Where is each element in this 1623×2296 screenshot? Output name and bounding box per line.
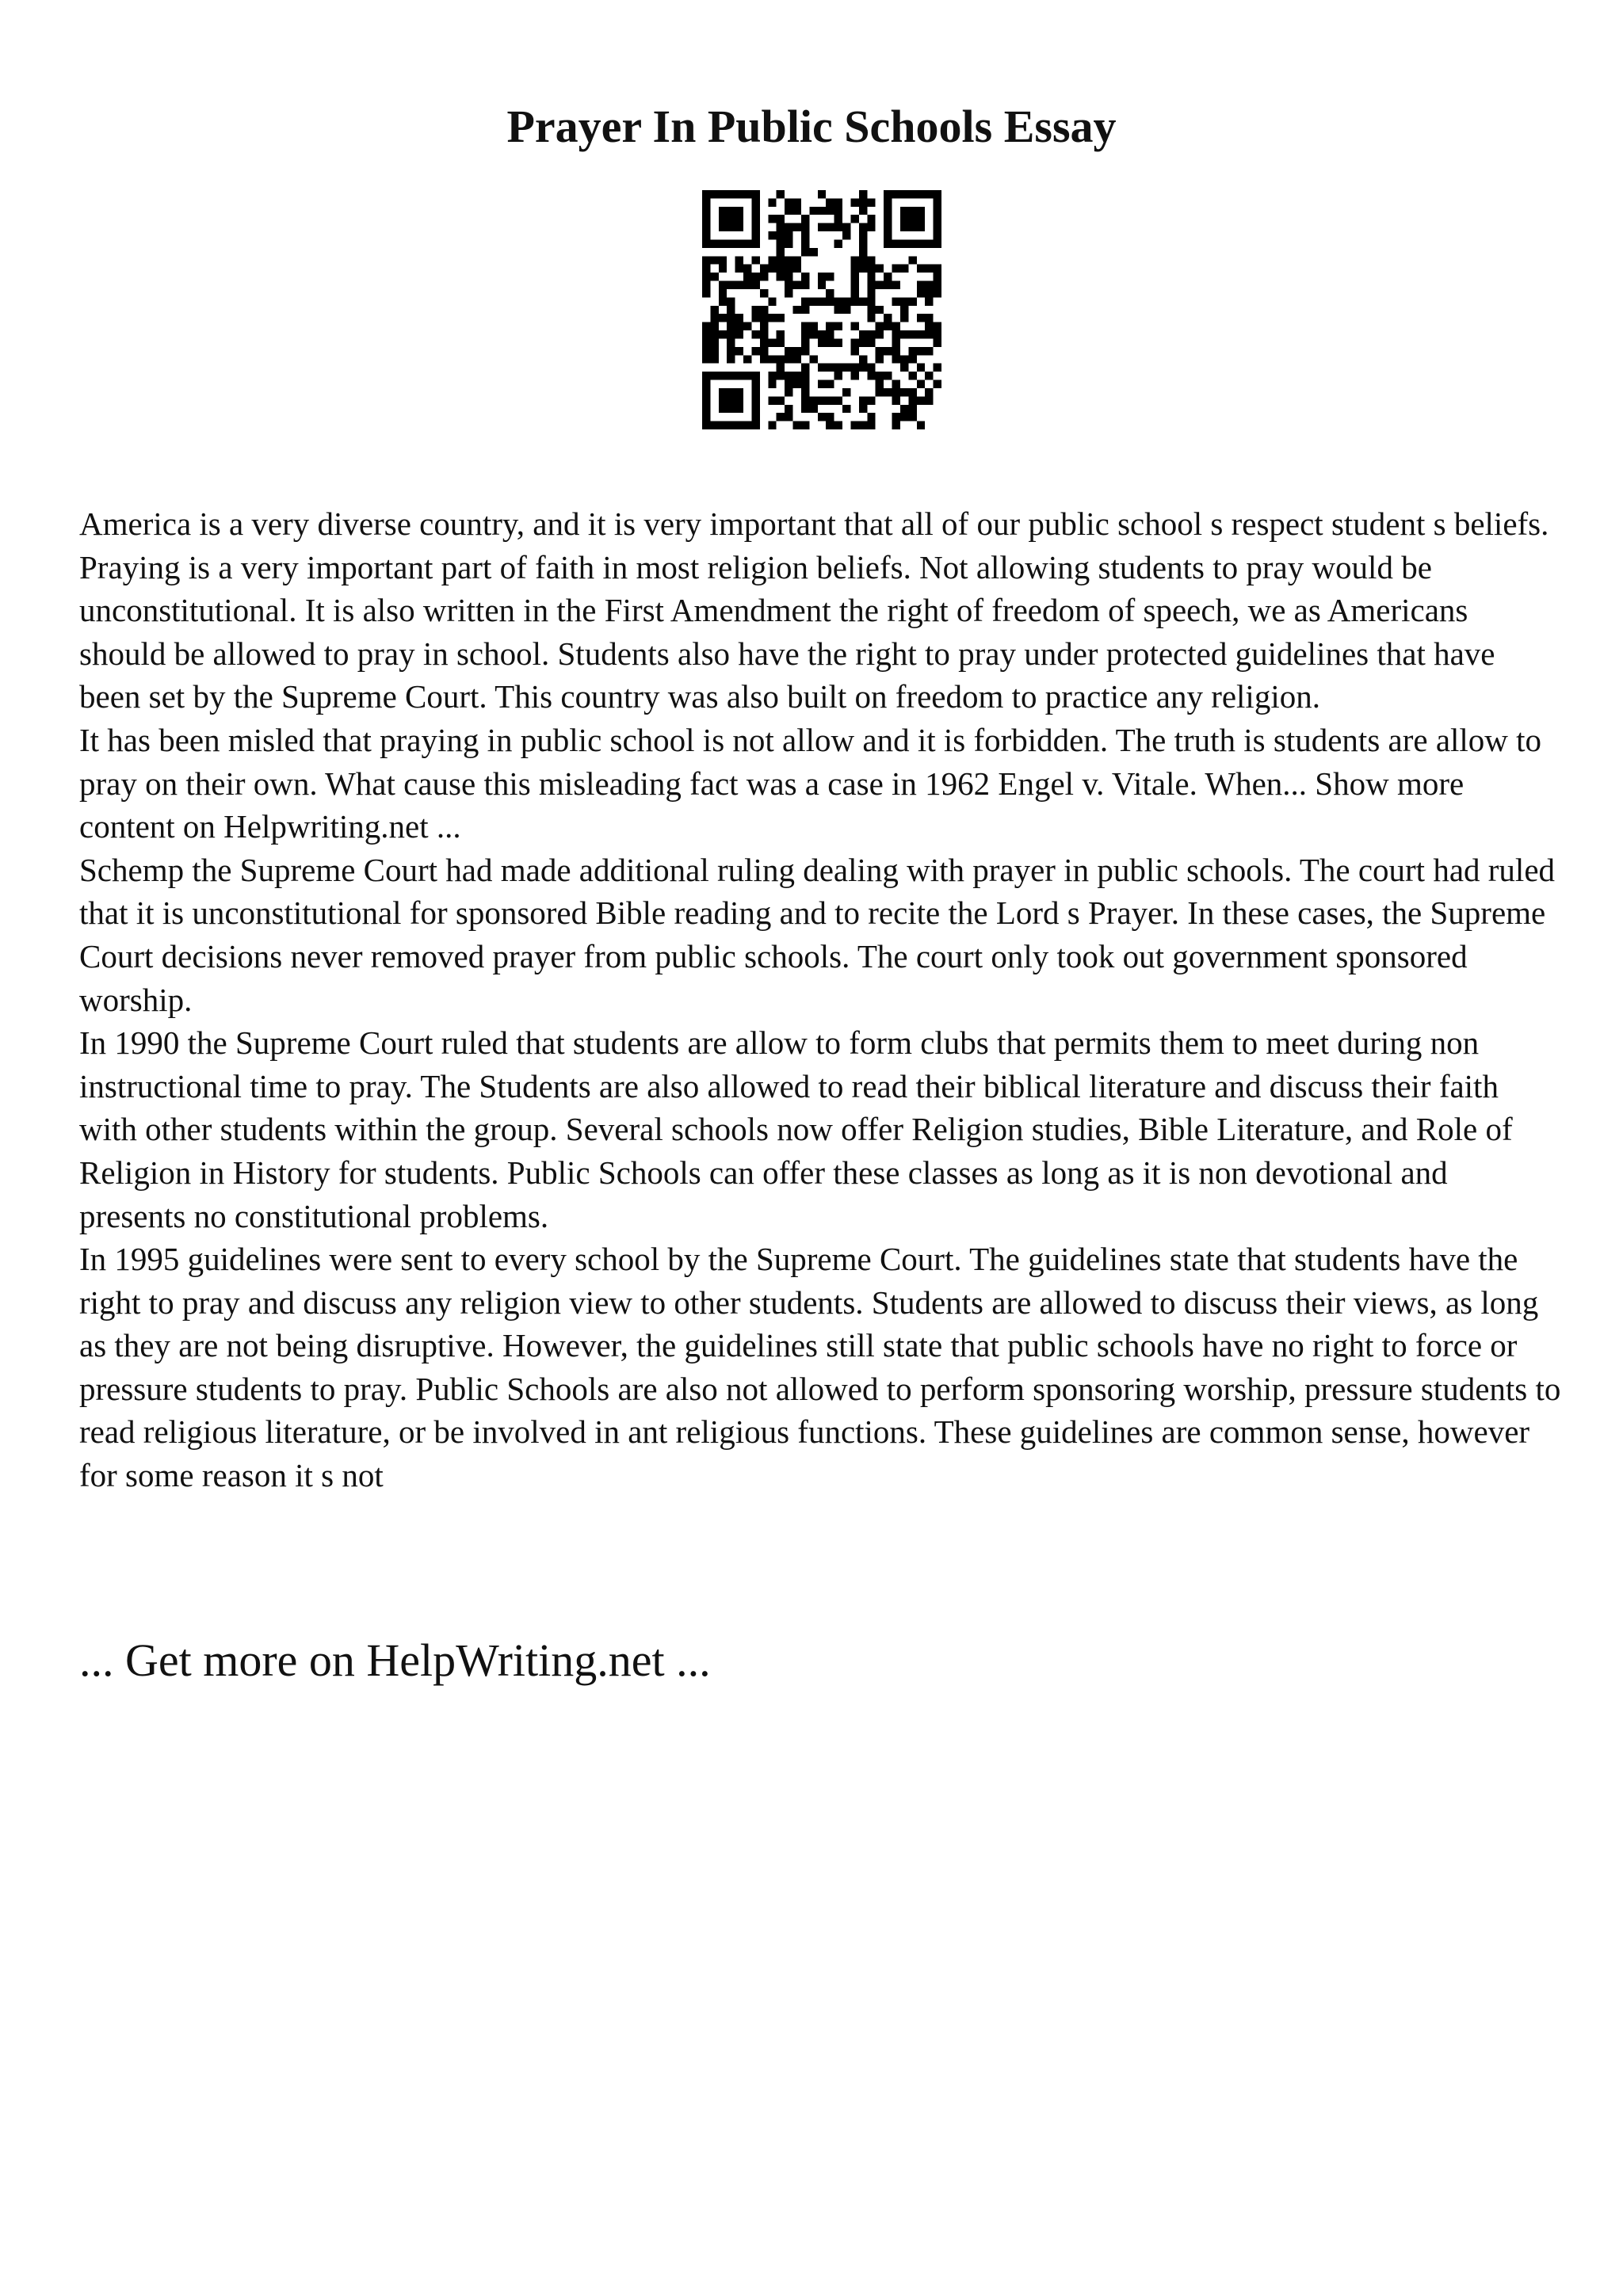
paragraph-5: In 1995 guidelines were sent to every school by the Supreme Court. The guidelines state that students have the right to pray and discuss any religion view to other students. Students are allowed to discuss their views, as long as they are not being disruptive. However, the guidelines still state that public schools have no right to force or pressure students to pray. Public Schools are also not allowed to perform sponsoring worship, pressure students to read religious literature, or be involved in ant religious functions. These guidelines are common sense, however for some reason it s not (79, 1241, 1561, 1494)
essay-body (79, 502, 1561, 1497)
paragraph-4: In 1990 the Supreme Court ruled that students are allow to form clubs that permits them to meet during non instructional time to pray. The Students are also allowed to read their biblical literature and discuss their faith with other students within the group. Several schools now offer Religion studies, Bible Literature, and Role of Religion in History for students. Public Schools can offer these classes as long as it is non devotional and presents no constitutional problems. (79, 1024, 1513, 1234)
get-more-link[interactable]: ... Get more on HelpWriting.net ... (79, 1634, 711, 1686)
qr-code-icon[interactable] (702, 190, 941, 429)
qr-code-graphic (702, 190, 941, 429)
paragraph-1: America is a very diverse country, and it is very important that all of our public school s respect student s beliefs. Praying is a very important part of faith in most religion beliefs. Not allowing students to pray would be unconstitutional. It is also written in the First Amendment the right of freedom of speech, we as Americans should be allowed to pray in school. Students also have the right to pray under protected guidelines that have been set by the Supreme Court. This country was also built on freedom to practice any religion. (79, 505, 1549, 715)
paragraph-2: It has been misled that praying in public school is not allow and it is forbidden. The truth is students are allow to pray on their own. What cause this misleading fact was a case in 1962 Engel v. Vitale. When... Show more content on Helpwriting.net ... (79, 721, 1542, 845)
document-title: Prayer In Public Schools Essay (506, 101, 1117, 152)
paragraph-3: Schemp the Supreme Court had made additional ruling dealing with prayer in public schools. The court had ruled that it is unconstitutional for sponsored Bible reading and to recite the Lord s Prayer. In these cases, the Supreme Court decisions never removed prayer from public schools. The court only took out government sponsored worship. (79, 851, 1556, 1018)
